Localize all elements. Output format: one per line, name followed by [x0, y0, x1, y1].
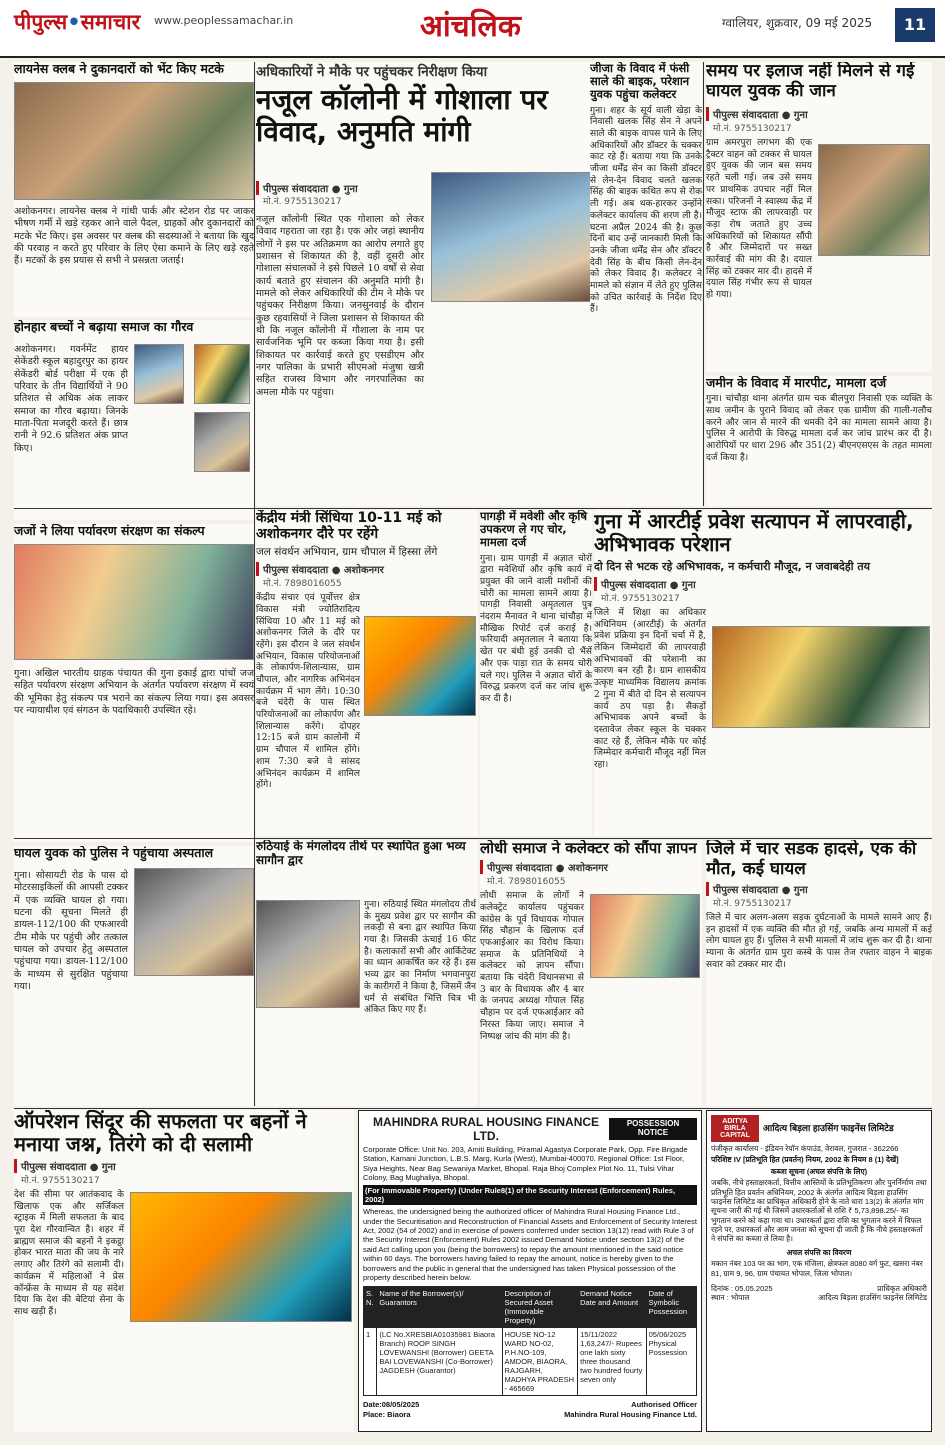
story-body: गुना। सोसायटी रोड के पास दो मोटरसाइकिलों की आपसी टक्कर में एक व्यक्ति घायल हो गया। घटना की सूचना मिलते ही डायल-112/100 की एफआरवी टीम मौके पर पहुंची और तत्काल घायल को उपचार हेतु अस्पताल पहुंचाया गया। डायल-112/100 के माध्यम से सुरक्षित पहुंचाया गया।: [14, 870, 128, 993]
headline: जमीन के विवाद में मारपीट, मामला दर्ज: [706, 376, 887, 390]
byline: पीपुल्स संवाददाता ● गुना: [594, 577, 932, 591]
story-ilaj: [706, 62, 932, 372]
ad-sign-org: Mahindra Rural Housing Finance Ltd.: [564, 1409, 697, 1419]
ad-place: स्थान : भोपाल: [711, 1293, 750, 1303]
ad-mahindra-possession-notice: [358, 1110, 702, 1432]
mobile: मो.नं. 9755130217: [601, 594, 680, 604]
story-paryavaran: [14, 524, 254, 842]
photo-gaushala: [431, 172, 603, 302]
row-rule: [14, 838, 932, 839]
story-body: अशोकनगर। लायनेस क्लब ने गांधी पार्क और स्टेशन रोड पर जाकर भीषण गर्मी में खड़े रहकर आने वाले पैदल, ग्राहकों और दुकानदारों को मटके भेंट किए। इस अवसर पर क्लब की सदस्याओं ने बताया कि खुद की परवाह न करते हुए परिवार के लिए ऐसा कमाने के लिए खड़े रहते हैं। मटकों के इस प्रयास से सभी ने प्रसन्नता जताई।: [14, 206, 254, 267]
story-lodhi: [480, 840, 702, 1106]
story-body: देश की सीमा पर आतंकवाद के खिलाफ एक और सर्जिकल स्ट्राइक में मिली सफलता के बाद पूरा देश गौरवान्वित है। शहर में ब्राह्मण समाज की बहनों ने इकट्ठा होकर भारत माता की जय के नारे लगाए और तिरंगे को सलामी दी। कार्यक्रम में महिलाओं ने प्रेस कॉन्फ्रेंस के माध्यम से यह संदेश दिया कि देश की बेटियां सेना के साथ खड़ी हैं।: [14, 1190, 124, 1317]
column-rule: [703, 62, 704, 506]
ad-sign-org: आदित्य बिड़ला हाउसिंग फाइनेंस लिमिटेड: [818, 1293, 927, 1303]
ad-date: दिनांक : 05.05.2025: [711, 1283, 773, 1293]
mobile: मो.नं. 9755130217: [713, 124, 792, 135]
aditya-birla-logo: ADITYA BIRLA CAPITAL: [711, 1115, 759, 1142]
paper-name: पीपुल्स•समाचार: [14, 10, 141, 34]
notice-tag: POSSESSION NOTICE: [609, 1118, 697, 1140]
ad-subtitle: कब्जा सूचना (अचल संपत्ति के लिए): [770, 1166, 868, 1176]
cell-sn: 1: [364, 1328, 377, 1396]
mobile: मो.नं. 9755130217: [263, 197, 342, 207]
ad-property-head: अचल संपत्ति का विवरण: [786, 1247, 852, 1257]
headline: समय पर इलाज नहीं मिलने से गई घायल युवक की जान: [706, 62, 915, 101]
headline: नजूल कॉलोनी में गोशाला पर विवाद, अनुमति मांगी: [256, 83, 548, 149]
kicker: अधिकारियों ने मौके पर पहुंचकर निरीक्षण किया: [256, 64, 488, 80]
ad-sign-title: प्राधिकृत अधिकारी: [877, 1283, 927, 1293]
story-body: अशोकनगर। गवर्नमेंट हायर सेकेंडरी स्कूल बहादुरपुर का हायर सेकेंडरी बोर्ड परीक्षा में एक ही परिवार के तीन विद्यार्थियों ने 90 प्रतिशत से अधिक अंक लाकर समाज का गौरव बढ़ाया। जिनके माता-पिता मजदूरी करते हैं। छात्र रानी ने 92.6 प्रतिशत अंक प्राप्त किए।: [14, 344, 128, 454]
ad-title: आदित्य बिड़ला हाउसिंग फाइनेंस लिमिटेड: [763, 1122, 894, 1133]
column-rule: [254, 62, 255, 1106]
story-ghayal: [14, 846, 254, 1106]
photo-lodhi: [590, 894, 700, 978]
story-body: गुना। रुठियाई स्थित मंगलोदय तीर्थ के मुख्य प्रवेश द्वार पर सागौन की लकड़ी से बना द्वार स्थापित किया गया है। जिसकी ऊंचाई 16 फीट है। कलाकारों सभी और आर्किटेक्ट का ध्यान आकर्षित कर रहे हैं। इस भव्य द्वार का निर्माण भगवानपुरा के कारीगरों ने किया है, जिसमें जैन धर्म से संबंधित भित्ति चित्र भी अंकित किए गए हैं।: [364, 900, 476, 1016]
story-body: गुना। अखिल भारतीय ग्राहक पंचायत की गुना इकाई द्वारा पांचों जज सहित पर्यावरण संरक्षण अभियान के अंतर्गत पर्यावरण संरक्षण में स्वयं की भूमिका हेतु संकल्प पत्र भराने का संकल्प लिया गया। इस अवसर पर न्यायाधीश एवं संगठन के पदाधिकारी उपस्थित रहे।: [14, 668, 254, 717]
ad-sign-title: Authorised Officer: [631, 1400, 697, 1410]
section-label: आंचलिक: [420, 9, 521, 44]
masthead: [0, 0, 945, 58]
byline: पीपुल्स संवाददाता ● गुना: [14, 1159, 354, 1173]
table-row: [364, 1328, 697, 1396]
row-rule: [14, 1108, 932, 1109]
mobile: मो.नं. 9755130217: [713, 899, 792, 910]
headline: ऑपरेशन सिंदूर की सफलता पर बहनों ने मनाया जश्न, तिरंगे को दी सलामी: [14, 1110, 307, 1156]
paper-name-dot: •: [67, 10, 81, 34]
ad-appendix: परिशिष्ट IV [प्रतिभूति हित (प्रवर्तन) नियम, 2002 के नियम 8 (1) देखें]: [711, 1155, 899, 1165]
photo-ghayal: [134, 868, 254, 976]
headline: लोधी समाज ने कलेक्टर को सौंपा ज्ञापन: [480, 840, 697, 857]
story-pagdi: [480, 510, 592, 836]
photo-rudhiyai: [256, 900, 360, 1008]
kicker: दो दिन से भटक रहे अभिभावक, न कर्मचारी मौजूद, न जवाबदेही तय: [594, 560, 871, 573]
headline: जिले में चार सडक हादसे, एक की मौत, कई घायल: [706, 840, 917, 879]
col-borrower: Name of the Borrower(s)/ Guarantors: [377, 1287, 502, 1328]
byline: पीपुल्स संवाददाता ● अशोकनगर: [480, 860, 702, 874]
cell-asset: HOUSE NO-12 WARD NO-02, P.H.NO-109, AMDOR, BIAORA, RAJGARH, MADHYA PRADESH - 465669: [502, 1328, 578, 1396]
story-rudhiyai: [256, 840, 478, 1106]
site-url[interactable]: www.peoplessamachar.in: [154, 14, 294, 27]
headline: जीजा के विवाद में फंसी साले की बाइक, परेशान युवक पहुंचा कलेक्टर: [590, 62, 690, 102]
row-rule: [14, 508, 932, 509]
byline: पीपुल्स संवाददाता ● अशोकनगर: [256, 562, 478, 576]
headline: घायल युवक को पुलिस ने पहुंचाया अस्पताल: [14, 846, 214, 860]
mobile: मो.नं. 7898016055: [263, 579, 342, 590]
story-rte: [594, 510, 932, 836]
story-scindia: [256, 510, 478, 836]
story-body: गुना। शहर के सूर्य वाली खेड़ा के निवासी खलक सिंह सेन ने अपने साले की बाइक वापस पाने के लिए अधिकारियों और डॉक्टर के चक्कर काट रहे हैं। बताया गया कि उनके जीजा धर्मेंद्र सेन का किसी डॉक्टर से लेन-देन विवाद चलते खलक सिंह की बाइक कथित रूप से रोक ली गई। अब थक-हारकर उन्होंने कलेक्टर कार्यालय की शरण ली है। घटना अप्रैल 2024 की है। कुछ दिनों बाद उन्हें जानकारी मिली कि उनके जीजा धर्मेंद्र सेन और डॉक्टर देवी सिंह के बीच किसी लेन-देन को लेकर विवाद है। कलेक्टर ने मामले को संज्ञान में लेते हुए पुलिस को उचित कार्रवाई के निर्देश दिए हैं।: [590, 105, 702, 315]
story-body: गुना। चांचौड़ा थाना अंतर्गत ग्राम चक बीलपुरा निवासी एक व्यक्ति के साथ जमीन के पुराने विवाद को लेकर एक ग्रामीण की गाली-गलौच करने और जान से मारने की धमकी देने का मामला सामने आया है। पुलिस ने आरोपी के विरुद्ध मामला दर्ज कर जांच प्रारंभ कर दी है। आरोपियों पर धारा 296 और 351(2) बीएनएसएस के तहत मामला दर्ज किया है।: [706, 394, 932, 463]
story-sindoor: [14, 1110, 354, 1432]
byline: पीपुल्स संवाददाता ● गुना: [256, 181, 358, 195]
story-honhar: [14, 320, 254, 520]
story-zameen: [706, 376, 932, 506]
story-haadse: [706, 840, 932, 1106]
headline: गुना में आरटीई प्रवेश सत्यापन में लापरवाही, अभिभावक परेशान: [594, 510, 914, 556]
photo-lions: [14, 82, 254, 200]
photo-ilaj: [818, 144, 930, 256]
photo-paryavaran: [14, 544, 254, 660]
story-body: गुना। ग्राम पागड़ी में अज्ञात चोरों द्वारा मवेशियों और कृषि कार्य में प्रयुक्त की जाने वाली मशीनों की चोरी का मामला सामने आया है। पागड़ी निवासी अमृतलाल पुत्र नंदराम मैनावत ने थाना चांचौड़ा में मौखिक रिपोर्ट दर्ज कराई है। फरियादी अमृतलाल ने बताया कि खेत पर बंधी हुई उनकी दो भैंसें और एक पाड़ा रात के समय चोरी चले गए। पुलिस ने अज्ञात चोरों के विरुद्ध प्रकरण दर्ज कर जांच शुरू कर दी है।: [480, 553, 592, 704]
story-body: लोधी समाज के लोगों ने कलेक्ट्रेट कार्यालय पहुंचकर कांग्रेस के पूर्व विधायक गोपाल सिंह चौहान के खिलाफ दर्ज एफआईआर का विरोध किया। समाज के प्रतिनिधियों ने कलेक्टर को ज्ञापन सौंपा। बताया कि चंदेरी विधानसभा से 3 बार के विधायक और 4 बार के जनपद अध्यक्ष गोपाल सिंह चौहान पर दर्ज एफआईआर को निरस्त किया जाए। समाज ने निष्पक्ष जांच की मांग की है।: [480, 891, 584, 1042]
col-demand: Demand Notice Date and Amount: [578, 1287, 647, 1328]
story-gaushala: [256, 62, 606, 506]
story-body: नजूल कॉलोनी स्थित एक गोशाला को लेकर विवाद गहराता जा रहा है। एक ओर जहां स्थानीय लोगों ने इस पर अतिक्रमण का आरोप लगाते हुए प्रशासन से शिकायत की है, वहीं दूसरी ओर गोशाला संचालकों ने इसे पिछले 10 वर्षों से सेवा कार्य बताते हुए संचालन की अनुमति मांगी है। मामले को लेकर अधिकारियों की टीम ने मौके पर पहुंचकर निरीक्षण किया। जनसुनवाई के दौरान कुछ रहवासियों ने जिला प्रशासन से शिकायत की थी कि नजूल कॉलोनी में गौशाला के नाम पर सार्वजनिक भूमि पर कब्जा किया गया है। इसी शिकायत पर कार्रवाई करते हुए एसडीएम और नगर पालिका के प्रभारी सीएमओ मंजुषा खत्री सहित राजस्व विभाग और नगरपालिका का अमला मौके पर पहुंचा।: [256, 214, 424, 398]
cell-possession: 05/06/2025 Physical Possession: [646, 1328, 696, 1396]
ad-date: Date:08/05/2025: [363, 1400, 420, 1410]
headline: पागड़ी में मवेशी और कृषि उपकरण ले गए चोर, मामला दर्ज: [480, 510, 588, 550]
headline: होनहार बच्चों ने बढ़ाया समाज का गौरव: [14, 320, 194, 334]
photo-student-1: [134, 344, 184, 404]
page-number: 11: [895, 8, 935, 42]
ad-table: [363, 1286, 697, 1396]
mobile: मो.नं. 7898016055: [487, 877, 566, 888]
photo-rte: [712, 626, 930, 728]
photo-student-3: [194, 412, 250, 472]
story-body: ग्राम अमरपुरा लगभग की एक ट्रैक्टर वाहन को टक्कर से घायल हुए युवक की जान बस समय रहते चली गई। जब उसे समय पर प्राथमिक उपचार नहीं मिल सका। परिजनों ने स्वास्थ्य केंद्र में मौजूद स्टाफ की लापरवाही पर कड़ा रोष जताते हुए उच्च अधिकारियों को शिकायत सौंपी है और जिम्मेदारों पर सख्त कार्रवाई की मांग की है। दयाल सिंह को टक्कर मार दी। हादसे में दयाल सिंह गंभीर रूप से घायल हो गया।: [706, 138, 812, 301]
ad-place: Place: Biaora: [363, 1409, 411, 1419]
ad-title: MAHINDRA RURAL HOUSING FINANCE LTD.: [373, 1115, 600, 1143]
photo-sindoor: [130, 1192, 352, 1322]
dateline: ग्वालियर, शुक्रवार, 09 मई 2025: [722, 16, 873, 30]
ad-act: (For Immovable Property) (Under Rule8(1) of the Security Interest (Enforcement) Rules, 2002): [363, 1185, 697, 1206]
photo-student-2: [194, 344, 250, 404]
headline: लायनेस क्लब ने दुकानदारों को भेंट किए मटके: [14, 62, 224, 76]
mobile: मो.नं. 9755130217: [21, 1176, 100, 1186]
ad-property: मकान नंबर 103 पर का भाग, एक मंजिला, क्षेत्रफल 8080 वर्ग फुट, खसरा नंबर 81, ग्राम 9, 96, ग्राम पंचायत भोपाल, जिला भोपाल।: [711, 1259, 923, 1278]
cell-demand: 15/11/2022 1,63,247/- Rupees one lakh sixty three thousand two hundred fourty seven only: [578, 1328, 647, 1396]
col-possession: Date of Symbolic Possession: [646, 1287, 696, 1328]
ad-address: पंजीकृत कार्यालय - इंडियन रेयॉन कंपाउंड, वेरावल, गुजरात - 362266: [711, 1144, 899, 1153]
cell-borrower: (LC No.XRESBIA01035981 Biaora Branch) ROOP SINGH LOVEWANSHI (Borrower) GEETA BAI LOVEWANSHI (Co-Borrower) JAGDESH (Guarantor): [377, 1328, 502, 1396]
col-sn: S. N.: [364, 1287, 377, 1328]
kicker: जल संवर्धन अभियान, ग्राम चौपाल में हिस्सा लेंगे: [256, 546, 438, 559]
story-body: जिले में शिक्षा का अधिकार अधिनियम (आरटीई) के अंतर्गत प्रवेश प्रक्रिया इन दिनों चर्चा में है, लेकिन जिम्मेदारों की लापरवाही अभिभावकों की परेशानी का कारण बन रही है। ग्राम शासकीय उत्कृष्ट माध्यमिक विद्यालय क्रमांक 2 गुना में बीते दो दिन से सत्यापन कार्य ठप पड़ा है। सैकड़ों अभिभावक अपने बच्चों के दस्तावेज लेकर स्कूल के चक्कर काट रहे हैं, लेकिन मौके पर कोई जिम्मेदार कर्मचारी मौजूद नहीं मिल रहा।: [594, 608, 706, 770]
story-lions: [14, 62, 254, 317]
headline: जजों ने लिया पर्यावरण संरक्षण का संकल्प: [14, 524, 205, 538]
byline: पीपुल्स संवाददाता ● गुना: [706, 882, 932, 896]
story-jija: [590, 62, 702, 506]
headline: रुठियाई के मंगलोदय तीर्थ पर स्थापित हुआ भव्य सागौन द्वार: [256, 840, 466, 867]
ad-aditya-birla-possession-notice: [706, 1110, 932, 1432]
ad-text: जबकि, नीचे हस्ताक्षरकर्ता, वित्तीय आस्तियों के प्रतिभूतिकरण और पुनर्निर्माण तथा प्रतिभूति हित प्रवर्तन अधिनियम, 2002 के अंतर्गत आदित्य बिड़ला हाउसिंग फाइनेंस लिमिटेड का प्राधिकृत अधिकारी होने के नाते धारा 13(2) के अंतर्गत मांग सूचना जारी की गई थी जिसमें उधारकर्ताओं से राशि ₹ 5,73,898.25/- का भुगतान करने को कहा गया था। उधारकर्ता द्वारा राशि का भुगतान करने में विफल रहने पर, उधारकर्ता और आम जनता को सूचना दी जाती है कि नीचे हस्ताक्षरकर्ता ने संपत्ति का कब्जा ले लिया है।: [711, 1178, 927, 1244]
story-body: जिले में चार अलग-अलग सड़क दुर्घटनाओं के मामले सामने आए हैं। इन हादसों में एक व्यक्ति की मौत हो गई, जबकि अन्य मामलों में कई लोग घायल हुए हैं। पुलिस ने सभी मामलों में जांच शुरू कर दी है। थाना म्याना के अंतर्गत ग्राम पुरा कस्बे के पास तेज रफ्तार वाहन ने बाइक सवार को टक्कर मार दी।: [706, 913, 932, 970]
story-body: केंद्रीय संचार एवं पूर्वोत्तर क्षेत्र विकास मंत्री ज्योतिरादित्य सिंधिया 10 और 11 मई को अशोकनगर जिले के दौरे पर रहेंगे। इस दौरान वे जल संवर्धन अभियान, विकास परियोजनाओं के लोकार्पण-शिलान्यास, ग्राम चौपाल, और नागरिक अभिनंदन कार्यक्रम में भाग लेंगे। 10:30 बजे चंदेरी के पास स्थित परियोजनाओं का लोकार्पण और शिलान्यास करेंगे। दोपहर 12:15 बजे ग्राम कालोनी में ग्राम चौपाल में शामिल होंगे। शाम 7:30 बजे वे सांसद अभिनंदन कार्यक्रम में शामिल होंगे।: [256, 593, 360, 791]
headline: केंद्रीय मंत्री सिंधिया 10-11 मई को अशोकनगर दौरे पर रहेंगे: [256, 510, 442, 543]
ad-address: Corporate Office: Unit No. 203, Amiti Building, Piramal Agastya Corporate Park, Opp. Fire Brigade Station, Kamani Junction, L.B.S. Marg, Kurla (West), Mumbai-400070. Regional Office: 1st Floor, Siya Heights, Near Bag Sewaniya Market, Bhopal. Raja Bhoj Complex Plot No. 11, Tulsi Vihar Colony, Bag Mughaliya, Bhopal.: [363, 1145, 688, 1183]
ad-text: Whereas, the undersigned being the authorized officer of Mahindra Rural Housing Finance Ltd., under the Securitisation and Reconstruction of Financial Assets and Enforcement of Security Interest Act, 2002 (54 of 2002) and in exercise of powers conferred under section 13(12) read with Rule 3 of the Security Interest (Enforcement) Rules 2002 issued Demand Notice under section 13(2) of the said Act calling upon you (being the borrowers) to repay the amount mentioned in the said notice within 60 days. The borrowers having failed to repay the amount, notice is hereby given to the borrowers and the public in general that the undersigned has taken Physical possession of the property described herein below.: [363, 1207, 697, 1282]
photo-scindia: [364, 616, 476, 716]
col-asset: Description of Secured Asset (Immovable Property): [502, 1287, 578, 1328]
byline: पीपुल्स संवाददाता ● गुना: [706, 107, 932, 121]
